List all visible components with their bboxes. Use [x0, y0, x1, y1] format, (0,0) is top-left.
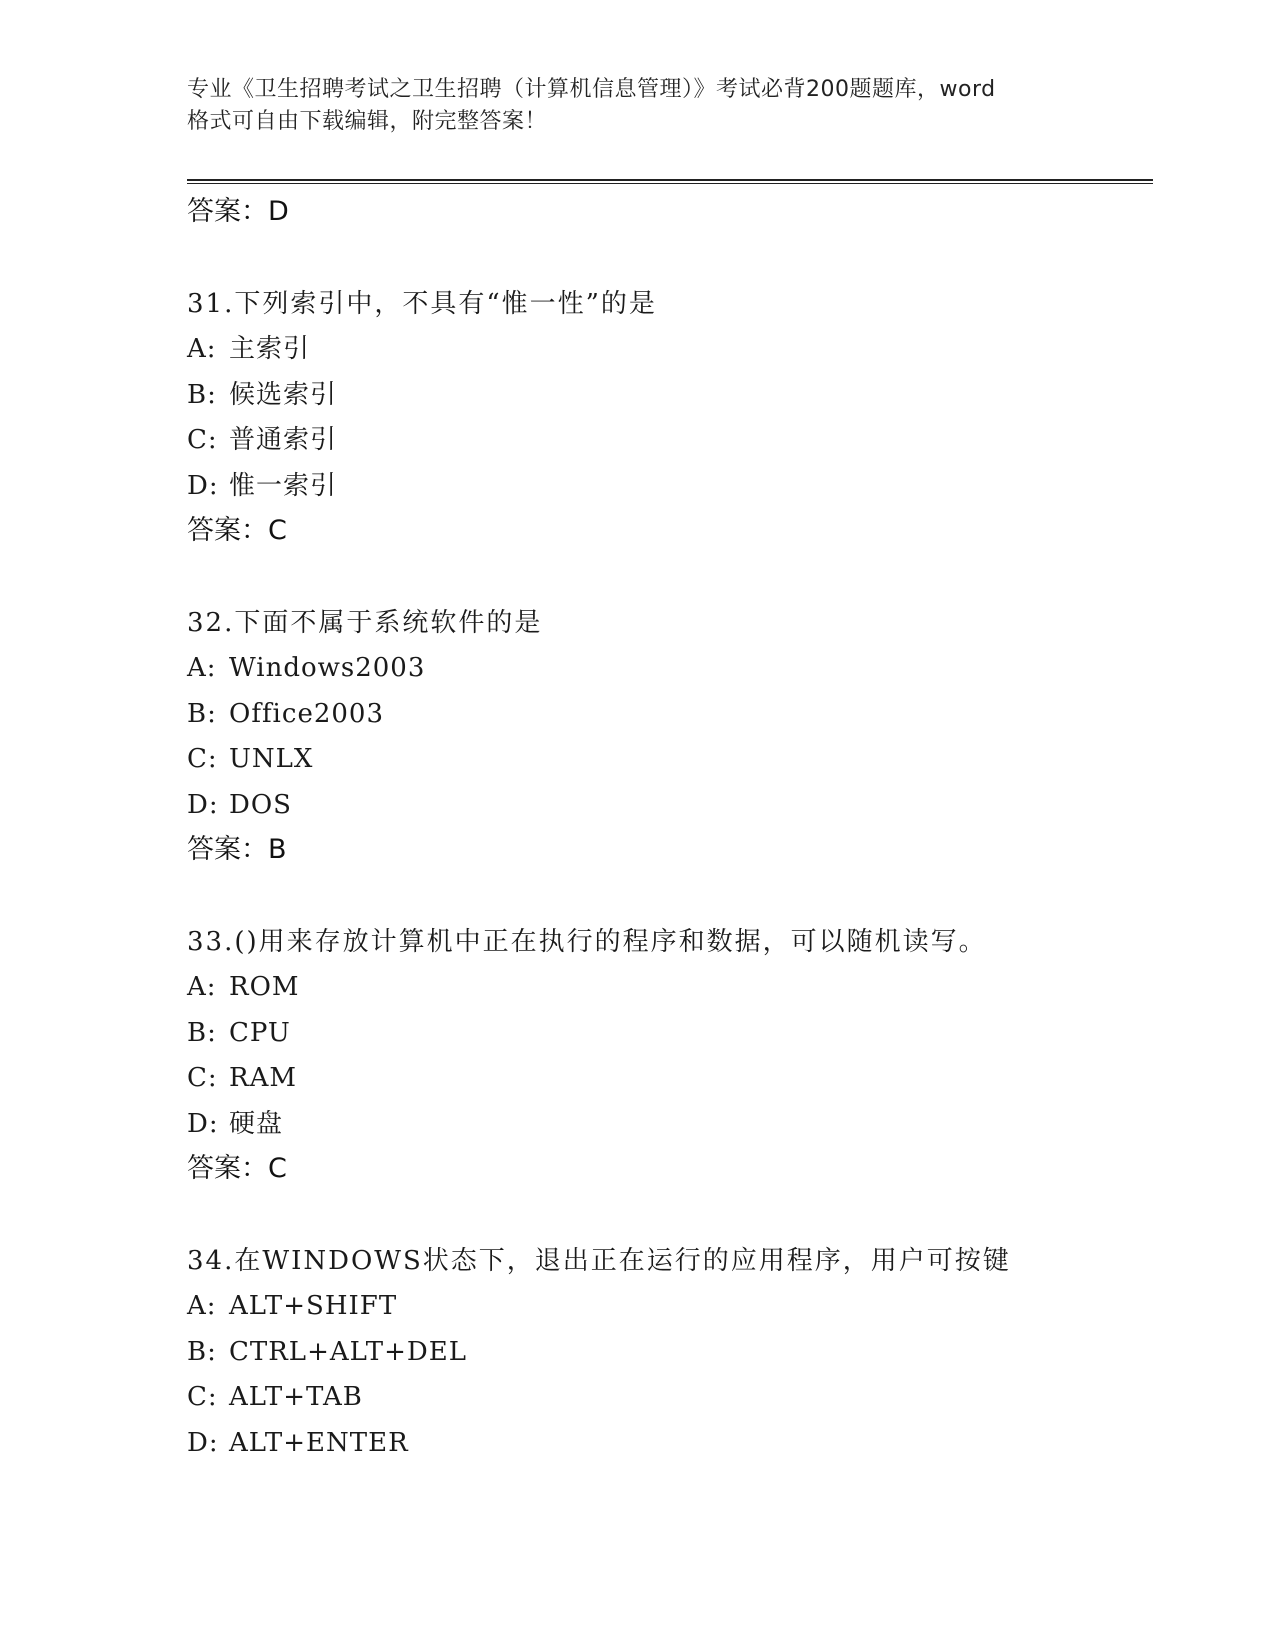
option-letter: B:: [187, 379, 217, 410]
spacer: [187, 872, 1147, 920]
option-a: [187, 646, 1147, 692]
option-a: [187, 327, 1147, 373]
option-d: [187, 1421, 1147, 1467]
question-34: [187, 1239, 1147, 1466]
option-b: [187, 692, 1147, 738]
spacer: [187, 553, 1147, 601]
answer-line: 答案：C: [187, 1153, 287, 1184]
option-b: [187, 1011, 1147, 1057]
option-letter: D:: [187, 789, 219, 820]
option-d: [187, 464, 1147, 510]
option-letter: A:: [187, 334, 217, 364]
spacer: [187, 1191, 1147, 1239]
option-text: 候选索引: [229, 379, 338, 410]
option-text: ALT+SHIFT: [229, 1291, 398, 1321]
question-list: [187, 190, 1147, 1466]
option-letter: A:: [187, 653, 217, 683]
option-text: Windows2003: [229, 653, 426, 683]
option-letter: B:: [187, 698, 217, 729]
option-letter: C:: [187, 1063, 218, 1093]
option-text: CPU: [229, 1017, 291, 1048]
question-32: [187, 601, 1147, 872]
spacer: [187, 234, 1147, 282]
option-letter: D:: [187, 470, 219, 501]
option-text: DOS: [229, 789, 292, 820]
option-a: [187, 965, 1147, 1011]
answer-line: 答案：B: [187, 834, 287, 865]
option-d: [187, 783, 1147, 829]
option-text: ALT+TAB: [229, 1382, 363, 1412]
header-line-2: 格式可自由下载编辑，附完整答案！: [187, 109, 548, 134]
option-letter: B:: [187, 1017, 217, 1048]
option-text: RAM: [229, 1063, 297, 1093]
option-d: [187, 1102, 1147, 1148]
option-text: 惟一索引: [229, 470, 338, 501]
option-b: [187, 373, 1147, 419]
option-c: [187, 737, 1147, 783]
option-letter: B:: [187, 1336, 217, 1367]
question-33: [187, 920, 1147, 1191]
option-letter: D:: [187, 1427, 219, 1458]
option-letter: C:: [187, 1382, 218, 1412]
question-31: [187, 282, 1147, 553]
answer-line: 答案：C: [187, 515, 287, 546]
previous-answer: 答案：D: [187, 196, 289, 227]
option-text: Office2003: [229, 698, 384, 729]
option-b: [187, 1330, 1147, 1376]
question-title: 33.()用来存放计算机中正在执行的程序和数据，可以随机读写。: [187, 927, 987, 957]
option-c: [187, 1375, 1147, 1421]
option-text: 主索引: [229, 334, 311, 364]
option-text: ROM: [229, 972, 300, 1002]
option-letter: A:: [187, 972, 217, 1002]
option-text: CTRL+ALT+DEL: [229, 1336, 468, 1367]
question-title: 31.下列索引中，不具有“惟一性”的是: [187, 289, 657, 319]
option-letter: C:: [187, 744, 218, 774]
option-letter: C:: [187, 425, 218, 455]
header-divider: [187, 179, 1153, 184]
option-c: [187, 1056, 1147, 1102]
option-text: ALT+ENTER: [229, 1427, 409, 1458]
option-letter: A:: [187, 1291, 217, 1321]
question-title: 34.在WINDOWS状态下，退出正在运行的应用程序，用户可按键: [187, 1246, 1011, 1276]
option-text: UNLX: [229, 744, 314, 774]
question-title: 32.下面不属于系统软件的是: [187, 608, 543, 638]
option-c: [187, 418, 1147, 464]
option-letter: D:: [187, 1108, 219, 1139]
page-header: [187, 74, 1087, 138]
option-text: 普通索引: [229, 425, 338, 455]
header-line-1: 专业《卫生招聘考试之卫生招聘（计算机信息管理）》考试必背200题题库，word: [187, 77, 996, 102]
option-a: [187, 1284, 1147, 1330]
option-text: 硬盘: [229, 1108, 284, 1139]
